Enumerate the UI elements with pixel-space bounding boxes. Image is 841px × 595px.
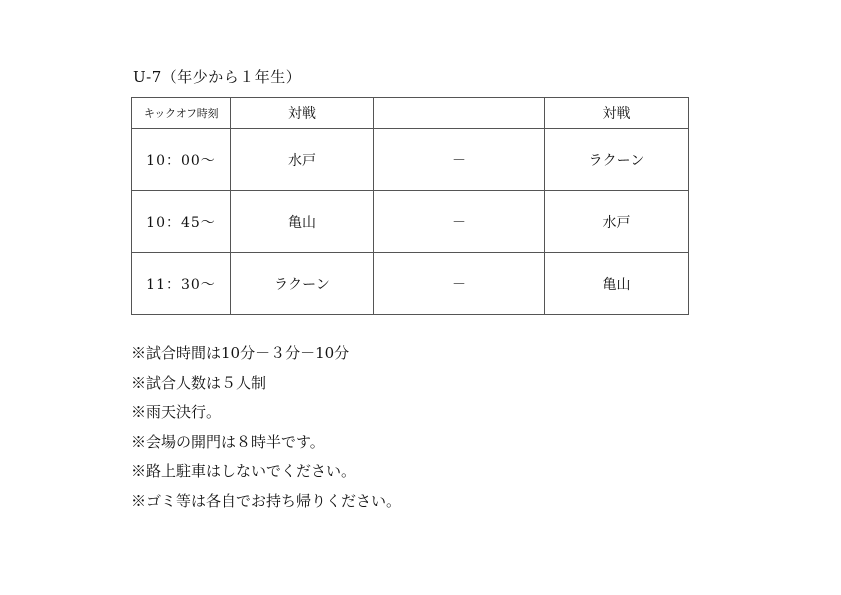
note-item: ※路上駐車はしないでください。 [131,462,357,481]
header-kickoff-time: キックオフ時刻 [132,98,231,129]
team-a-cell: 亀山 [231,191,374,253]
page-title: U‐7（年少から１年生） [133,68,302,86]
note-item: ※雨天決行。 [131,403,222,422]
team-b-cell: ラクーン [545,129,689,191]
team-b-cell: 亀山 [545,253,689,315]
team-b-cell: 水戸 [545,191,689,253]
note-item: ※ゴミ等は各自でお持ち帰りください。 [131,491,402,510]
note-item: ※試合時間は10分－３分－10分 [131,344,350,362]
table-row [132,191,689,253]
versus-separator: － [374,191,545,253]
table-header-row [132,98,689,129]
header-blank [374,98,545,129]
team-a-cell: 水戸 [231,129,374,191]
table-row [132,129,689,191]
match-schedule-table [131,97,689,315]
kickoff-time-cell: 10：00～ [132,129,231,191]
note-item: ※試合人数は５人制 [131,373,267,392]
notes-list [131,341,401,519]
team-a-cell: ラクーン [231,253,374,315]
versus-separator: － [374,253,545,315]
header-match-right: 対戦 [545,98,689,129]
kickoff-time-cell: 11：30～ [132,253,231,315]
kickoff-time-cell: 10：45～ [132,191,231,253]
header-match-left: 対戦 [231,98,374,129]
versus-separator: － [374,129,545,191]
note-item: ※会場の開門は８時半です。 [131,432,325,451]
table-row [132,253,689,315]
